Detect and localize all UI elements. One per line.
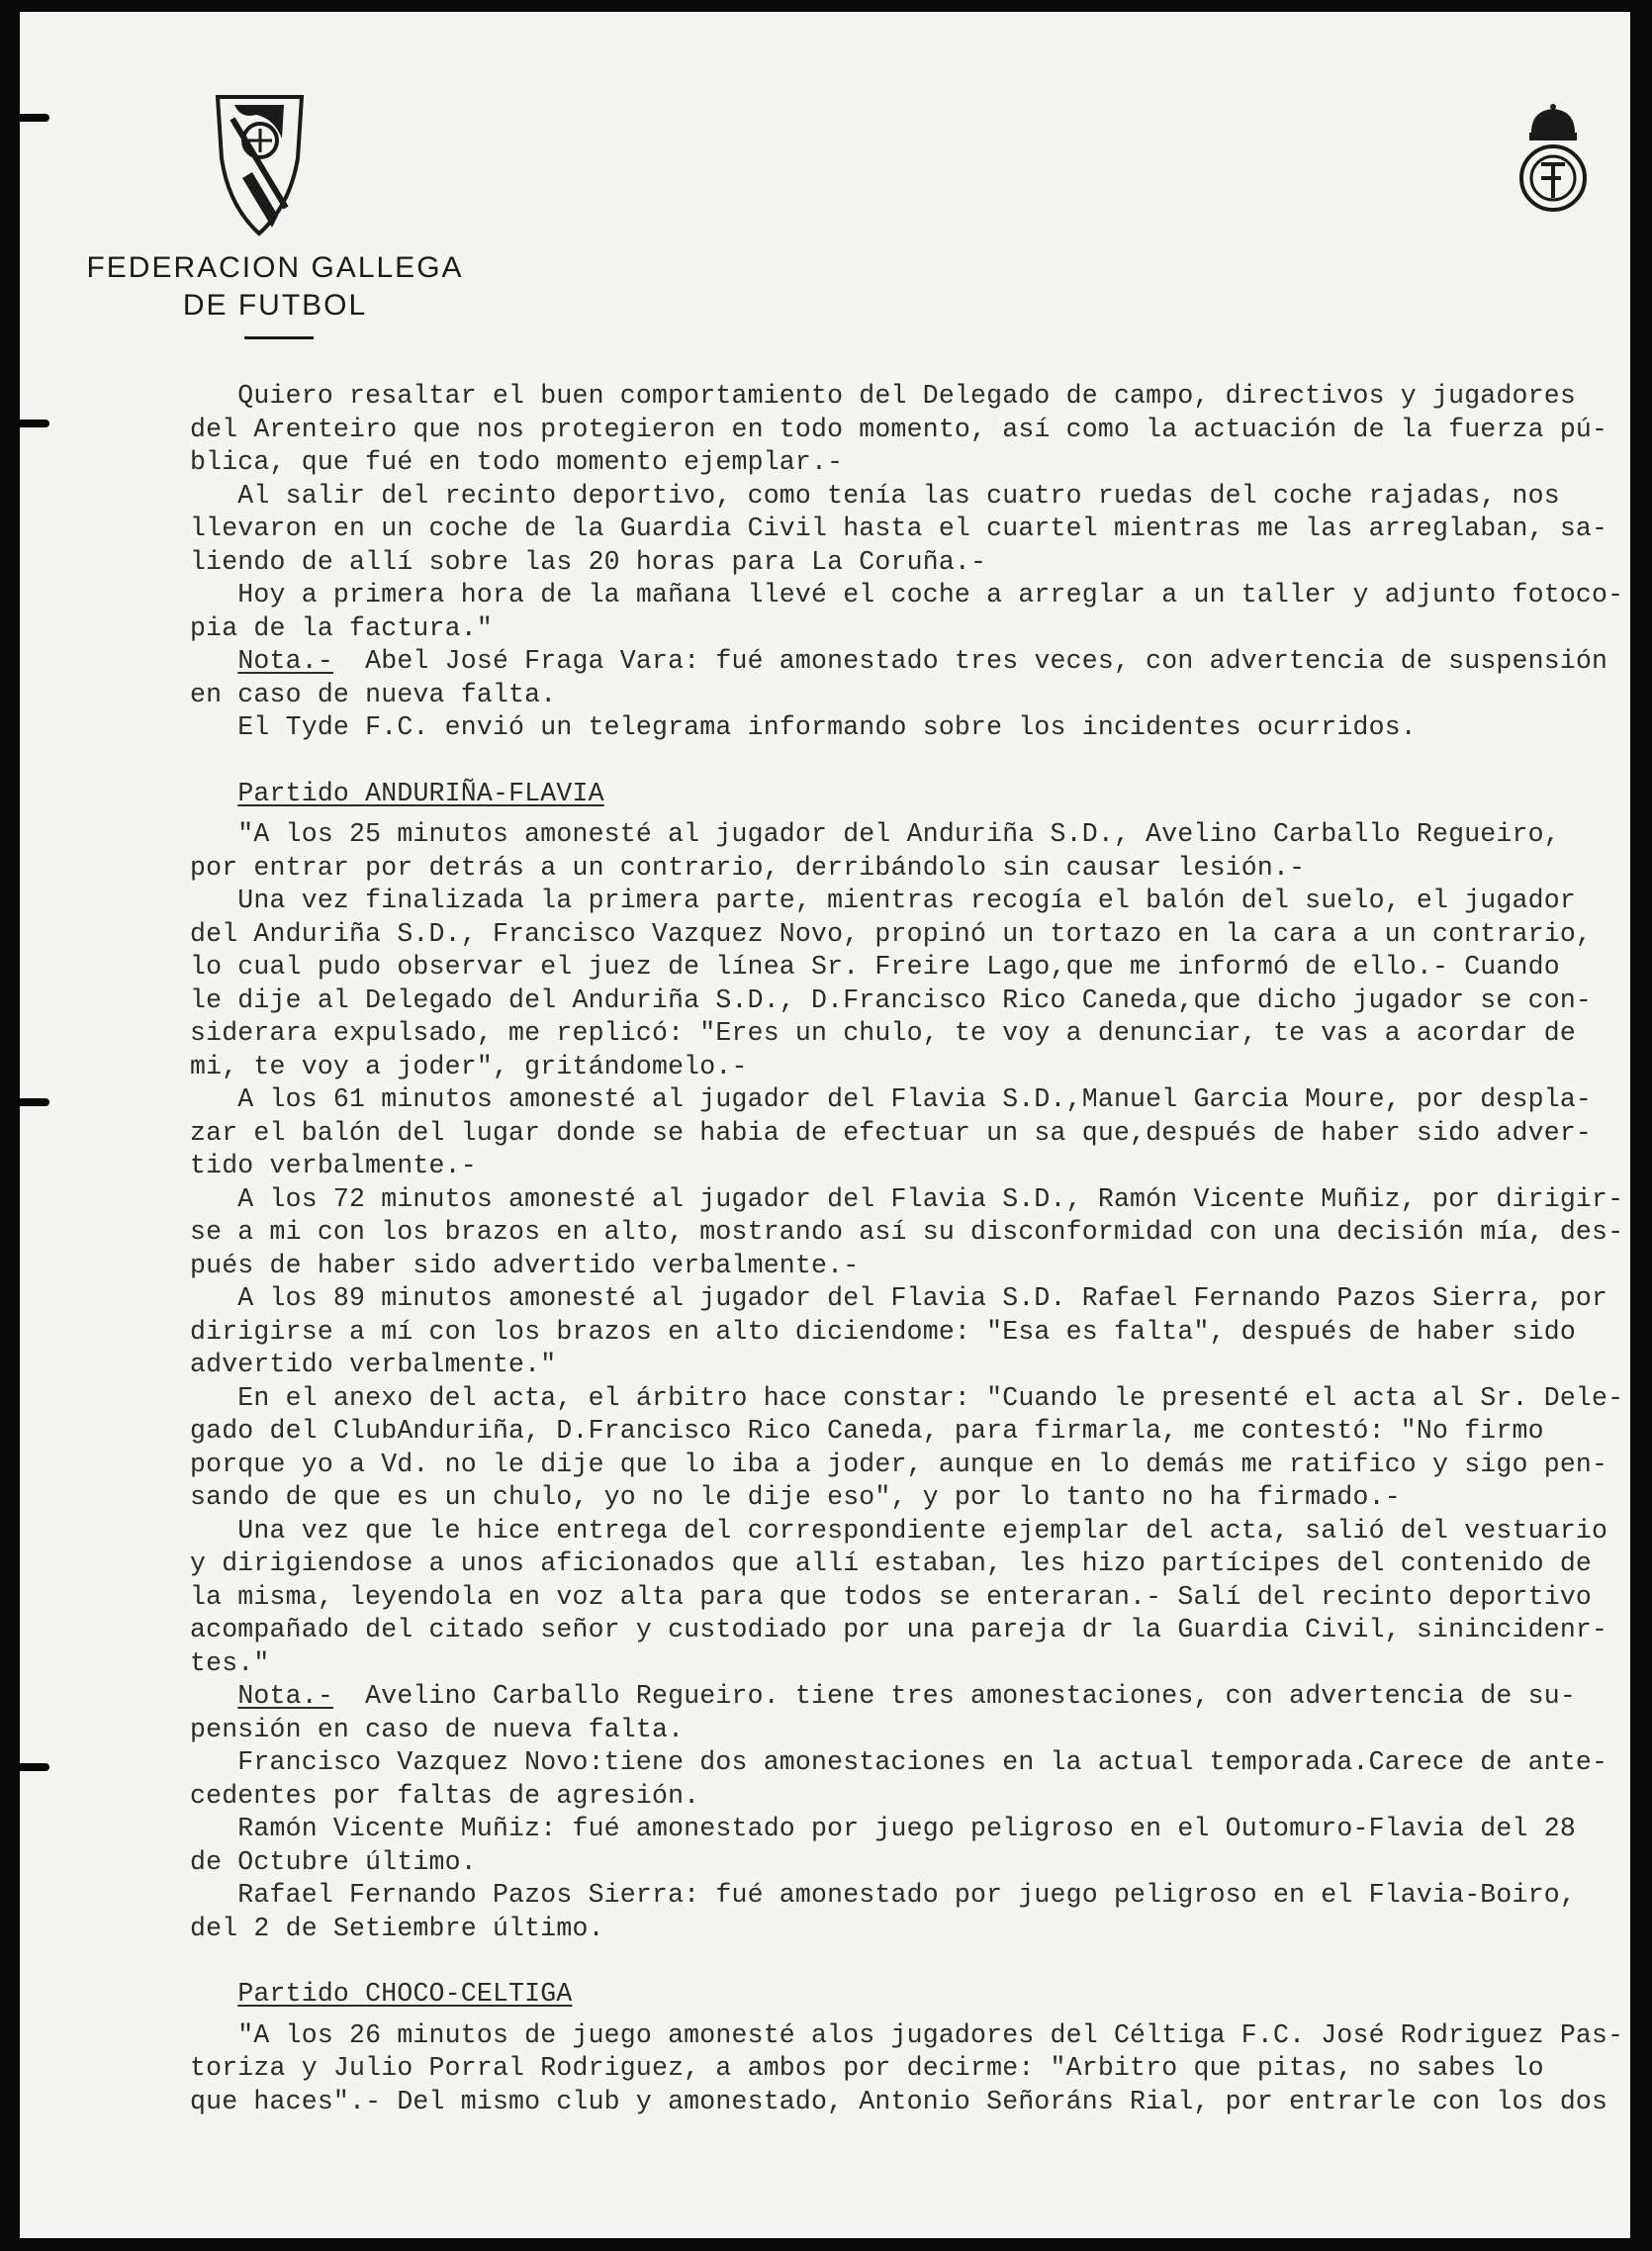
text-line: siderara expulsado, me replicó: "Eres un chulo, te voy a denunciar, te vas a acordar de <box>190 1018 1576 1048</box>
note-line <box>190 645 1649 679</box>
text-line: mi, te voy a joder", gritándomelo.- <box>190 1051 748 1081</box>
heading-prefix: Partido <box>237 1979 366 2009</box>
text-line: tido verbalmente.- <box>190 1151 477 1180</box>
text-line: y dirigiendose a unos aficionados que allí estaban, les hizo partícipes del contenido de <box>190 1548 1593 1578</box>
document-page <box>20 12 1630 2238</box>
text-line: Una vez que le hice entrega del correspondiente ejemplar del acta, salió del vestuario <box>190 1515 1608 1546</box>
text-line: del 2 de Setiembre último. <box>190 1913 604 1943</box>
heading-match: ANDURIÑA-FLAVIA <box>365 778 604 808</box>
text-line: pués de haber sido advertido verbalmente.- <box>190 1250 860 1280</box>
text-line: blica, que fué en todo momento ejemplar.- <box>190 447 844 477</box>
text-line: En el anexo del acta, el árbitro hace constar: "Cuando le presenté el acta al Sr. Dele- <box>190 1382 1624 1413</box>
text-line: "A los 26 minutos de juego amonesté alos jugadores del Céltiga F.C. José Rodriguez Pas- <box>190 2019 1624 2050</box>
text-line: zar el balón del lugar donde se habia de efectuar un sa que,después de haber sido adver- <box>190 1117 1593 1148</box>
text-line: cedentes por faltas de agresión. <box>190 1780 700 1811</box>
text-line: A los 61 minutos amonesté al jugador del Flavia S.D.,Manuel Garcia Moure, por despla- <box>190 1084 1593 1114</box>
note-text: Avelino Carballo Regueiro. tiene tres amonestaciones, con advertencia de su- <box>332 1681 1576 1711</box>
text-line: Quiero resaltar el buen comportamiento del Delegado de campo, directivos y jugadores <box>190 381 1576 411</box>
text-line: Al salir del recinto deportivo, como tenía las cuatro ruedas del coche rajadas, nos <box>190 480 1560 511</box>
text-line: gado del ClubAnduriña, D.Francisco Rico Caneda, para firmarla, me contestó: "No firmo <box>190 1416 1544 1446</box>
text-line: Ramón Vicente Muñiz: fué amonestado por juego peligroso en el Outomuro-Flavia del 28 <box>190 1814 1576 1843</box>
heading-match: CHOCO-CELTIGA <box>365 1979 573 2009</box>
text-line: liendo de allí sobre las 20 horas para La Coruña.- <box>190 546 987 577</box>
note-label: Nota.- <box>237 1681 333 1711</box>
text-line: pensión en caso de nueva falta. <box>190 1714 685 1744</box>
federation-shield-logo <box>213 89 307 237</box>
org-line-2: DE FUTBOL <box>182 289 368 322</box>
text-line: de Octubre último. <box>190 1846 477 1877</box>
text-line: A los 72 minutos amonesté al jugador del Flavia S.D., Ramón Vicente Muñiz, por dirigir- <box>190 1183 1624 1214</box>
text-line: Hoy a primera hora de la mañana llevé el coche a arreglar a un taller y adjunto fotoco- <box>190 580 1624 610</box>
organization-name <box>67 249 483 325</box>
text-line: "A los 25 minutos amonesté al jugador del Anduriña S.D., Avelino Carballo Regueiro, <box>190 819 1560 849</box>
letter-body <box>190 380 1649 2118</box>
text-line: del Arenteiro que nos protegieron en todo momento, así como la actuación de la fuerza pú- <box>190 414 1608 444</box>
punch-hole-mark <box>20 114 49 122</box>
text-line: lo cual pudo observar el juez de línea Sr. Freire Lago,que me informó de ello.- Cuando <box>190 952 1560 982</box>
text-line: toriza y Julio Porral Rodriguez, a ambos por decirme: "Arbitro que pitas, no sabes lo <box>190 2053 1544 2083</box>
text-line: porque yo a Vd. no le dije que lo iba a joder, aunque en lo demás me ratifico y sigo pen- <box>190 1449 1608 1479</box>
text-line: advertido verbalmente." <box>190 1350 557 1379</box>
text-line: Una vez finalizada la primera parte, mientras recogía el balón del suelo, el jugador <box>190 886 1576 915</box>
text-line: dirigirse a mí con los brazos en alto diciendome: "Esa es falta", después de haber sido <box>190 1316 1576 1347</box>
text-line: tes." <box>190 1647 270 1678</box>
punch-hole-mark <box>20 1098 49 1106</box>
text-line: le dije al Delegado del Anduriña S.D., D.Francisco Rico Caneda,que dicho jugador se con- <box>190 985 1593 1015</box>
text-line: en caso de nueva falta. <box>190 679 557 709</box>
note-line <box>190 1680 1649 1714</box>
text-line: por entrar por detrás a un contrario, derribándolo sin causar lesión.- <box>190 852 1306 883</box>
text-line: sando de que es un chulo, yo no le dije eso", y por lo tanto no ha firmado.- <box>190 1482 1401 1512</box>
text-line: Francisco Vazquez Novo:tiene dos amonestaciones en la actual temporada.Carece de ante- <box>190 1747 1608 1777</box>
text-line: El Tyde F.C. envió un telegrama informando sobre los incidentes ocurridos. <box>190 712 1417 742</box>
match-heading <box>190 778 1649 811</box>
text-line: A los 89 minutos amonesté al jugador del Flavia S.D. Rafael Fernando Pazos Sierra, por <box>190 1283 1608 1313</box>
text-line: del Anduriña S.D., Francisco Vazquez Novo, propinó un tortazo en la cara a un contrario, <box>190 918 1593 949</box>
note-label: Nota.- <box>237 646 333 676</box>
punch-hole-mark <box>20 420 49 427</box>
text-line: llevaron en un coche de la Guardia Civil hasta el cuartel mientras me las arreglaban, sa- <box>190 514 1608 543</box>
heading-prefix: Partido <box>237 778 366 808</box>
header-rule <box>244 336 314 339</box>
crowned-emblem-logo <box>1514 103 1593 217</box>
punch-hole-mark <box>20 1763 49 1771</box>
text-line: pia de la factura." <box>190 612 493 643</box>
text-line: que haces".- Del mismo club y amonestado, Antonio Señoráns Rial, por entrarle con los dos <box>190 2086 1608 2116</box>
org-line-1: FEDERACION GALLEGA <box>86 251 464 284</box>
note-text: Abel José Fraga Vara: fué amonestado tres veces, con advertencia de suspensión <box>332 646 1608 676</box>
match-heading <box>190 1978 1649 2012</box>
text-line: se a mi con los brazos en alto, mostrando así su disconformidad con una decisión mía, des- <box>190 1217 1624 1247</box>
text-line: la misma, leyendola en voz alta para que todos se enteraran.- Salí del recinto deportivo <box>190 1581 1593 1612</box>
text-line: Rafael Fernando Pazos Sierra: fué amonestado por juego peligroso en el Flavia-Boiro, <box>190 1880 1576 1910</box>
text-line: acompañado del citado señor y custodiado por una pareja dr la Guardia Civil, sinincidenr- <box>190 1615 1608 1644</box>
